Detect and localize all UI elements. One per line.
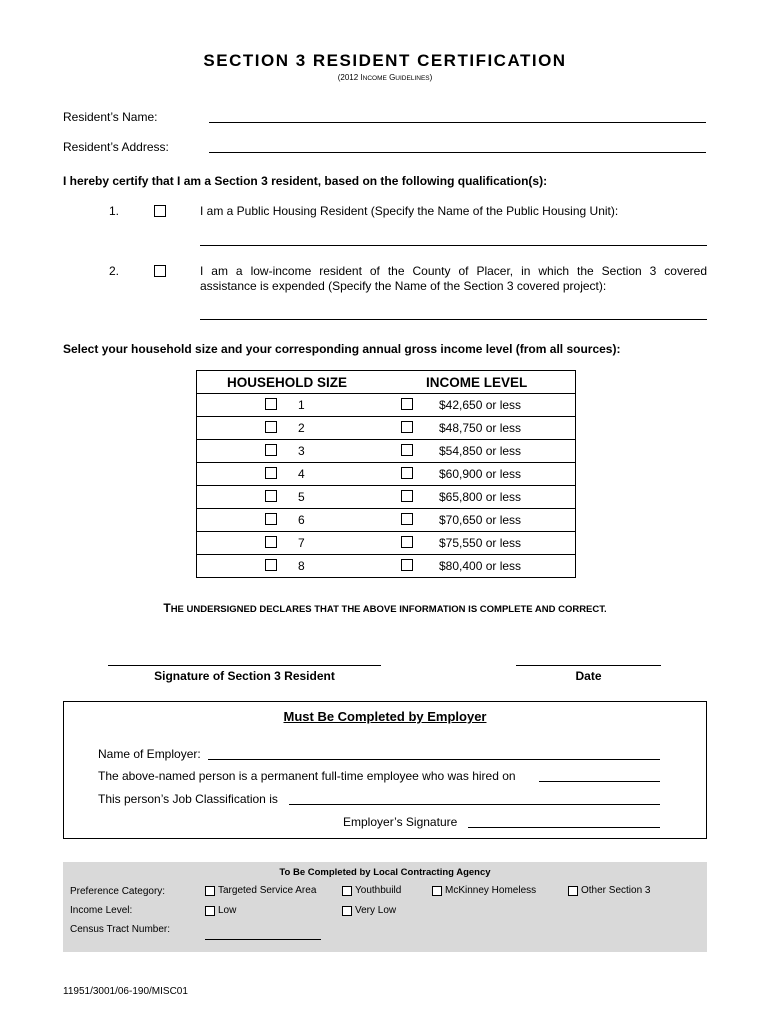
employer-name-field[interactable] [208, 759, 660, 760]
employer-heading: Must Be Completed by Employer [283, 709, 487, 724]
page-title: SECTION 3 RESIDENT CERTIFICATION [203, 51, 567, 70]
income-level-checkbox[interactable] [401, 467, 413, 479]
page-subtitle: (2012 INCOME GUIDELINES) [337, 73, 433, 82]
household-size-checkbox[interactable] [265, 536, 277, 548]
household-size-checkbox[interactable] [265, 467, 277, 479]
qualification-1-checkbox[interactable] [154, 205, 166, 217]
household-size-checkbox[interactable] [265, 398, 277, 410]
declaration-text: THE UNDERSIGNED DECLARES THAT THE ABOVE INFORMATION IS COMPLETE AND CORRECT. [163, 601, 607, 615]
household-size-checkbox[interactable] [265, 490, 277, 502]
qualification-1-field[interactable] [200, 245, 707, 246]
income-level-value: $65,800 or less [439, 490, 522, 504]
household-size-header: HOUSEHOLD SIZE [227, 375, 348, 390]
income-table-row [197, 416, 575, 439]
income-level-checkbox[interactable] [401, 444, 413, 456]
hired-on-label: The above-named person is a permanent full-time employee who was hired on [98, 769, 516, 783]
very-low-income-label: Very Low [355, 905, 397, 916]
income-level-value: $75,550 or less [439, 536, 522, 550]
income-table [196, 370, 576, 578]
income-table-row [197, 393, 575, 416]
date-field[interactable] [516, 665, 661, 666]
income-level-value: $60,900 or less [439, 467, 522, 481]
resident-address-label: Resident’s Address: [63, 140, 169, 154]
targeted-service-area-label: Targeted Service Area [218, 885, 317, 896]
household-size-checkbox[interactable] [265, 559, 277, 571]
census-tract-label: Census Tract Number: [70, 924, 171, 935]
income-table-row [197, 462, 575, 485]
income-level-checkbox[interactable] [401, 559, 413, 571]
qualification-2-number: 2. [109, 264, 120, 278]
low-income-label: Low [218, 905, 237, 916]
resident-name-label: Resident’s Name: [63, 110, 158, 124]
job-classification-field[interactable] [289, 804, 660, 805]
household-size-value: 6 [298, 513, 305, 527]
income-level-value: $54,850 or less [439, 444, 522, 458]
qualification-2-checkbox[interactable] [154, 265, 166, 277]
very-low-income-checkbox[interactable] [342, 906, 352, 916]
certify-statement: I hereby certify that I am a Section 3 resident, based on the following qualification(s): [63, 174, 548, 188]
income-level-value: $70,650 or less [439, 513, 522, 527]
income-table-row [197, 485, 575, 508]
income-table-row [197, 531, 575, 554]
household-size-value: 1 [298, 398, 305, 412]
income-level-checkbox[interactable] [401, 490, 413, 502]
resident-signature-field[interactable] [108, 665, 381, 666]
income-level-value: $80,400 or less [439, 559, 522, 573]
income-level-checkbox[interactable] [401, 536, 413, 548]
low-income-checkbox[interactable] [205, 906, 215, 916]
household-size-value: 4 [298, 467, 305, 481]
job-classification-label: This person’s Job Classification is [98, 792, 278, 806]
income-table-row [197, 508, 575, 531]
hired-on-field[interactable] [539, 781, 660, 782]
income-level-header: INCOME LEVEL [426, 375, 528, 390]
agency-section [63, 862, 707, 952]
youthbuild-label: Youthbuild [355, 885, 402, 896]
qualification-1-number: 1. [109, 204, 120, 218]
form-code: 11951/3001/06-190/MISC01 [63, 986, 188, 997]
household-size-value: 8 [298, 559, 305, 573]
income-level-label: Income Level: [70, 905, 133, 916]
income-table-header [197, 371, 575, 394]
income-level-checkbox[interactable] [401, 421, 413, 433]
qualification-2-field[interactable] [200, 319, 707, 320]
preference-category-label: Preference Category: [70, 886, 166, 897]
income-level-checkbox[interactable] [401, 398, 413, 410]
household-size-value: 5 [298, 490, 305, 504]
qualification-1-text: I am a Public Housing Resident (Specify the Name of the Public Housing Unit): [200, 204, 619, 218]
qualification-2-text-line1: I am a low-income resident of the County of Placer, in which the Section 3 covered [200, 264, 707, 278]
income-table-row [197, 439, 575, 462]
resident-signature-label: Signature of Section 3 Resident [154, 669, 335, 683]
mckinney-homeless-label: McKinney Homeless [445, 885, 537, 896]
household-size-value: 2 [298, 421, 305, 435]
employer-signature-label: Employer’s Signature [343, 815, 458, 829]
resident-address-field[interactable] [209, 152, 706, 153]
targeted-service-area-checkbox[interactable] [205, 886, 215, 896]
household-size-checkbox[interactable] [265, 513, 277, 525]
income-instruction: Select your household size and your corresponding annual gross income level (from all sources): [63, 342, 621, 356]
household-size-checkbox[interactable] [265, 421, 277, 433]
income-level-value: $42,650 or less [439, 398, 522, 412]
household-size-value: 3 [298, 444, 305, 458]
employer-name-label: Name of Employer: [98, 747, 201, 761]
census-tract-field[interactable] [205, 939, 321, 940]
date-label: Date [575, 669, 602, 683]
other-section-3-label: Other Section 3 [581, 885, 651, 896]
employer-section [63, 701, 707, 839]
income-table-row [197, 554, 575, 577]
other-section-3-checkbox[interactable] [568, 886, 578, 896]
qualification-2-text-line2: assistance is expended (Specify the Name of the Section 3 covered project): [200, 279, 607, 293]
household-size-value: 7 [298, 536, 305, 550]
household-size-checkbox[interactable] [265, 444, 277, 456]
mckinney-homeless-checkbox[interactable] [432, 886, 442, 896]
youthbuild-checkbox[interactable] [342, 886, 352, 896]
agency-heading: To Be Completed by Local Contracting Agency [279, 867, 491, 878]
income-level-value: $48,750 or less [439, 421, 522, 435]
resident-name-field[interactable] [209, 122, 706, 123]
income-level-checkbox[interactable] [401, 513, 413, 525]
employer-signature-field[interactable] [468, 827, 660, 828]
